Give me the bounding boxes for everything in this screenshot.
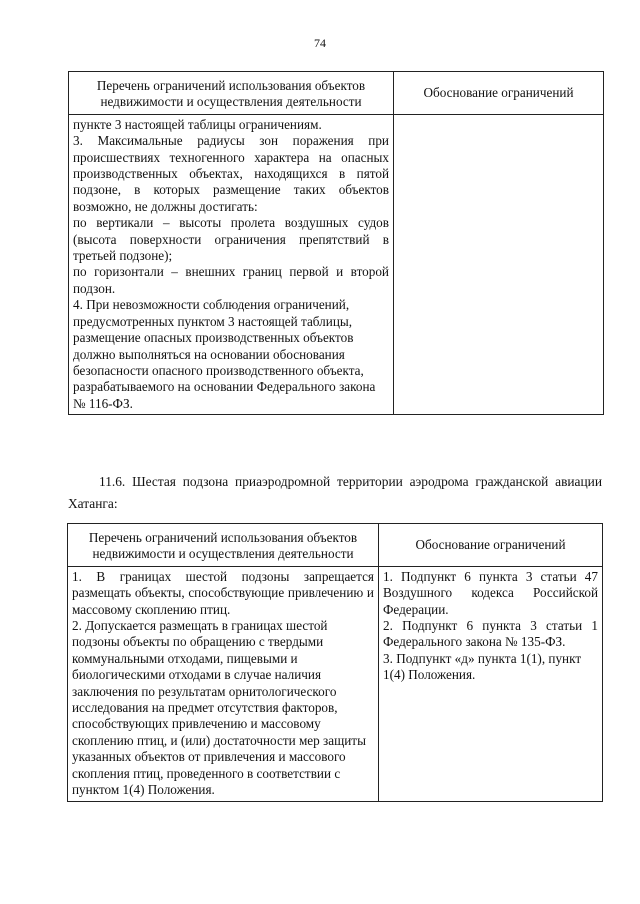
table-header-row [68,524,603,567]
table-header-restrictions: Перечень ограничений использования объектов недвижимости и осуществления деятельности [68,524,379,567]
restriction-paragraph: 4. При невозможности соблюдения ограничений, предусмотренных пунктом 3 настоящей таблицы, размещение опасных производственных объектов должно выполняться на основании обоснования безопасности опасного производственного объекта, разрабатываемого на основании Федерального закона № 116-ФЗ. [73,297,376,411]
restrictions-table-subzone-6 [67,523,603,802]
restrictions-cell [69,114,394,414]
justification-paragraph: 3. Подпункт «д» пункта 1(1), пункт 1(4) Положения. [383,650,582,683]
justification-paragraph: 2. Подпункт 6 пункта 3 статьи 1 Федерального закона № 135-ФЗ. [383,618,598,650]
justification-cell [379,566,603,801]
restriction-paragraph: 3. Максимальные радиусы зон поражения при происшествиях техногенного характера на опасных производственных объектах, находящихся в пятой подзоне, в которых размещение таких объектов возможно, не должны достигать: [73,133,389,214]
restriction-paragraph: пункте 3 настоящей таблицы ограничениям. [73,116,322,132]
restriction-paragraph: по вертикали – высоты пролета воздушных судов (высота поверхности ограничения препятствий в третьей подзоне); [73,215,389,264]
table-header-justification: Обоснование ограничений [394,72,604,115]
justification-paragraph: 1. Подпункт 6 пункта 3 статьи 47 Воздушного кодекса Российской Федерации. [383,568,598,617]
table-row [68,566,603,801]
restrictions-table-continued [68,71,604,415]
page-number: 74 [314,36,326,50]
restriction-paragraph: по горизонтали – внешних границ первой и второй подзон. [73,264,389,296]
table-header-row [69,72,604,115]
justification-cell [394,114,604,414]
section-heading [68,471,602,515]
table-header-justification: Обоснование ограничений [379,524,603,567]
table-header-restrictions: Перечень ограничений использования объектов недвижимости и осуществления деятельности [69,72,394,115]
section-heading-text: 11.6. Шестая подзона приаэродромной территории аэродрома гражданской авиации Хатанга: [68,474,602,511]
table-row [69,114,604,414]
restriction-paragraph: 1. В границах шестой подзоны запрещается размещать объекты, способствующие привлечению и массовому скоплению птиц. [72,568,374,617]
restrictions-cell [68,566,379,801]
restriction-paragraph: 2. Допускается размещать в границах шестой подзоны объекты по обращению с твердыми коммунальными отходами, пищевыми и биологическими отходами в случае наличия заключения по результатам орнитологического исследования на предмет отсутствия факторов, способствующих привлечению и массовому скоплению птиц, и (или) достаточности мер защиты указанных объектов от привлечения и массового скопления птиц, проведенного в соответствии с пунктом 1(4) Положения. [72,618,366,798]
